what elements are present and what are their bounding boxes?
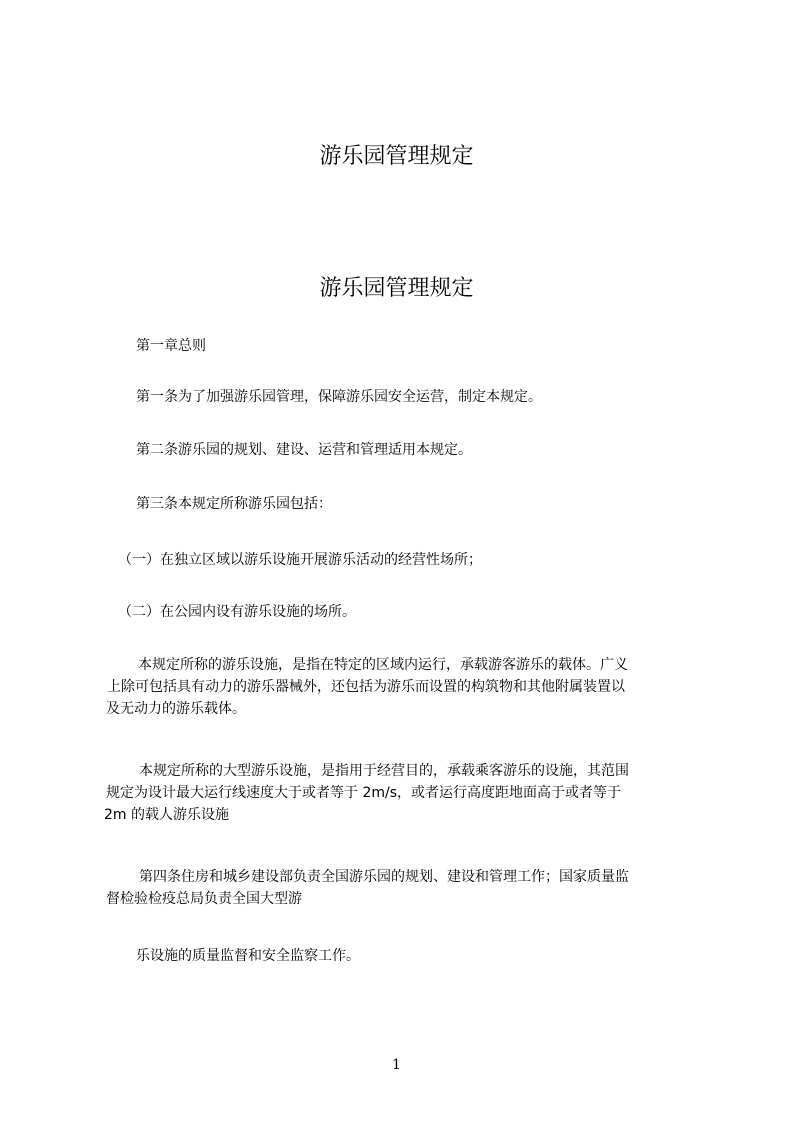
article-1: 第一条为了加强游乐园管理，保障游乐园安全运营，制定本规定。 (136, 389, 542, 405)
page-number: 1 (392, 1057, 401, 1073)
article-4-paragraph (106, 866, 629, 910)
paragraph-line: 本规定所称的大型游乐设施，是指用于经营目的，承载乘客游乐的设施，其范围 (139, 763, 629, 779)
definition-large-facilities-paragraph (104, 760, 629, 826)
document-title: 游乐园管理规定 (319, 276, 474, 301)
article-2: 第二条游乐园的规划、建设、运营和管理适用本规定。 (136, 442, 472, 458)
definition-facilities-paragraph (106, 654, 628, 720)
paragraph-line: 第四条住房和城乡建设部负责全国游乐园的规划、建设和管理工作；国家质量监 (139, 869, 629, 885)
paragraph-line: 及无动力的游乐载体。 (106, 701, 246, 717)
article-4-continued: 乐设施的质量监督和安全监察工作。 (136, 948, 360, 964)
header-title: 游乐园管理规定 (319, 144, 474, 169)
paragraph-line: 上除可包括具有动力的游乐器械外，还包括为游乐而设置的构筑物和其他附属装置以 (107, 679, 625, 695)
paragraph-line: 督检验检疫总局负责全国大型游 (106, 891, 302, 907)
paragraph-line: 本规定所称的游乐设施，是指在特定的区域内运行，承载游客游乐的载体。广义 (138, 657, 628, 673)
article-3: 第三条本规定所称游乐园包括： (136, 496, 332, 512)
article-3-item-2: （二）在公园内设有游乐设施的场所。 (118, 604, 356, 620)
chapter-heading: 第一章总则 (136, 338, 206, 354)
paragraph-line: 2m 的载人游乐设施 (104, 807, 229, 823)
article-3-item-1: （一）在独立区域以游乐设施开展游乐活动的经营性场所； (118, 552, 482, 568)
paragraph-line: 规定为设计最大运行线速度大于或者等于 2m/s，或者运行高度距地面高于或者等于 (106, 785, 622, 801)
